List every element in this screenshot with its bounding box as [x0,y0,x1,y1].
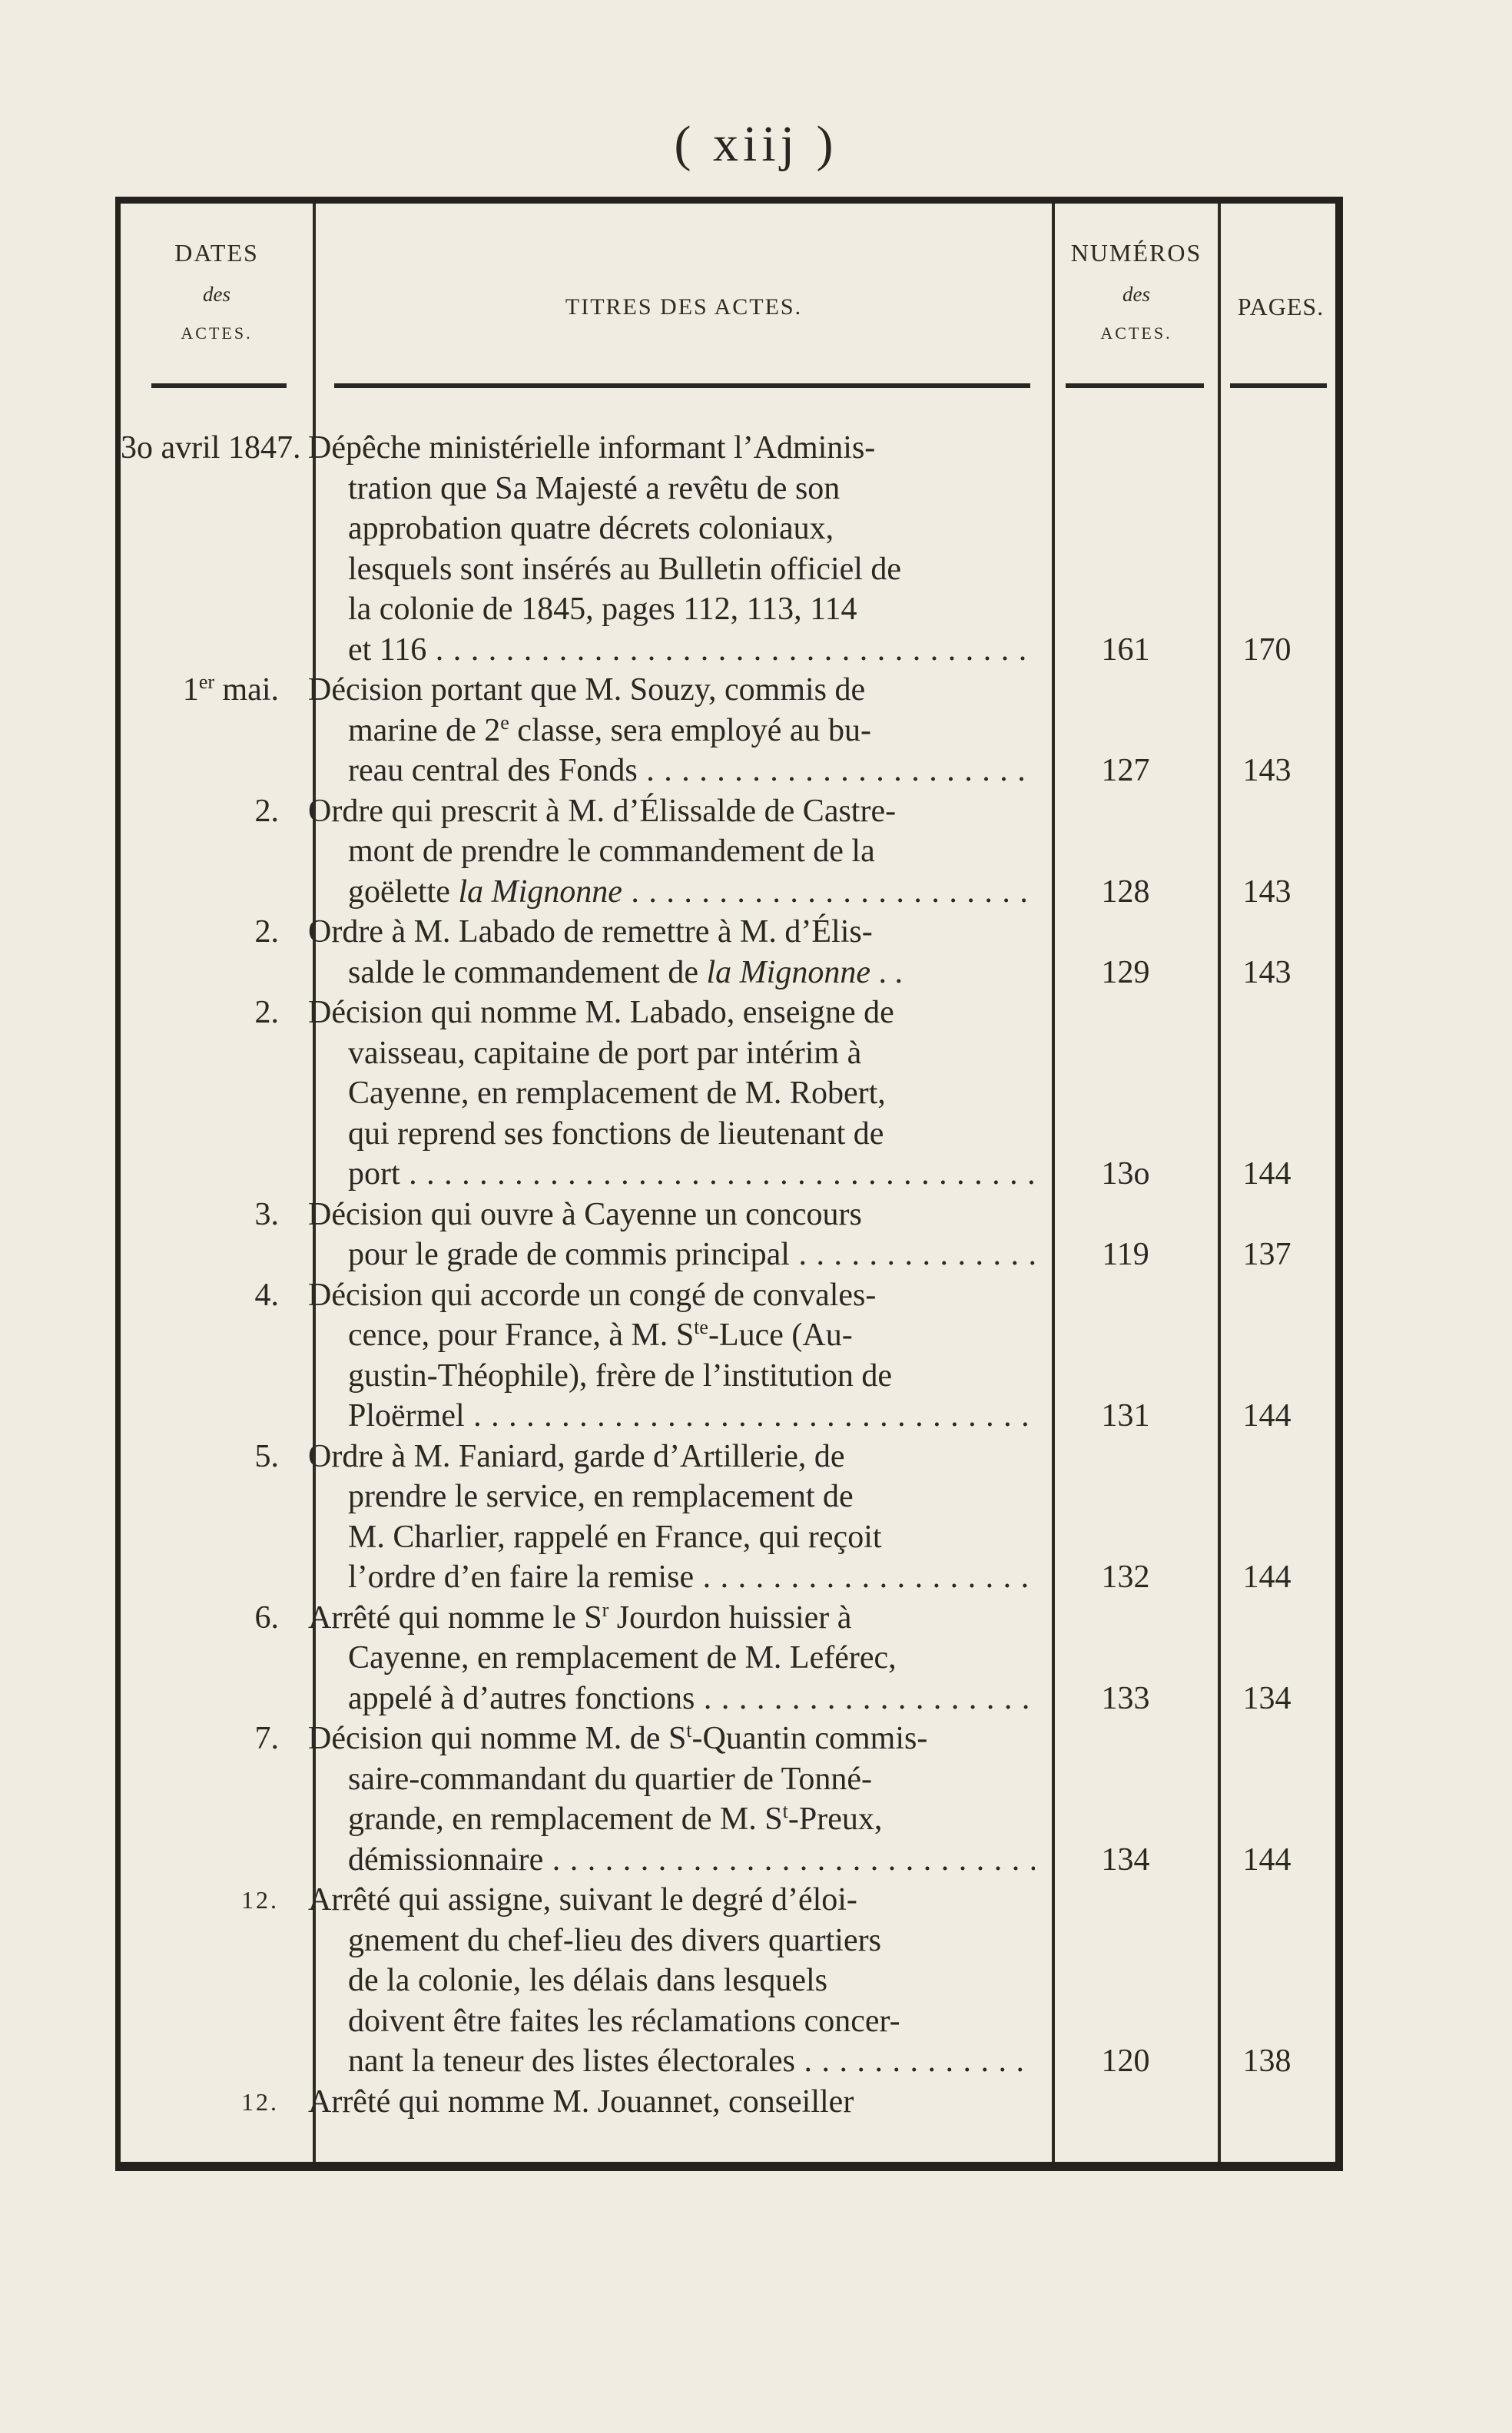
entry-date: 7. [254,1721,279,1756]
header-rule [1230,383,1327,388]
entry-page: 137 [1242,1237,1292,1272]
entry-title-line: gustin-Théophile), frère de l’institution de [348,1357,892,1394]
table-row [121,2082,1341,2123]
entry-title-line: Arrêté qui nomme le $S^r$ Jourdon huissier à [308,1598,852,1636]
table-row [121,428,1341,670]
entry-number: 161 [1101,631,1150,668]
entry-title-line: appelé à d’autres fonctions . . . [308,1679,1035,1719]
entry-number: 120 [1101,2044,1150,2079]
entry-title-line: marine de 2e classe, sera employé au bu- [348,711,871,748]
entry-title-line: Décision qui nomme M. Labado, enseigne de [308,995,894,1030]
entry-number: 13o [1101,1156,1150,1192]
entry-title [308,1598,1044,1719]
entry-title-line: Arrêté qui assigne, suivant le degré d’éloi- [308,1882,857,1918]
entry-title-line: qui reprend ses fonctions de lieutenant de [348,1115,884,1152]
entry-title-line: la colonie de 1845, pages 112, 113, 114 [348,592,857,627]
entry-page: 144 [1242,1156,1292,1192]
header-numeros [1055,231,1218,353]
entry-title-line: et 116 . . . [308,630,1035,671]
table-row [121,1275,1341,1437]
entry-date: 12. [241,2087,279,2116]
entry-title-line: lesquels sont insérés au Bulletin officiel de [348,551,902,587]
table-row [121,1598,1341,1719]
entry-date: 3o avril 1847. [121,430,301,466]
entry-title-line: Décision qui nomme M. de $S^t$-Quantin commis- [308,1719,928,1756]
header-dates-line: des [203,283,230,306]
entry-title-line: pour le grade de commis principal . . . [308,1235,1035,1275]
entry-title [308,670,1044,791]
header-titres: TITRES DES ACTES. [565,294,803,320]
page-header: ( xiij ) [674,116,838,172]
entry-number: 134 [1101,1841,1150,1878]
header-rule [151,383,287,388]
header-numeros-line: des [1122,283,1150,306]
entry-page: 144 [1242,1560,1292,1595]
entry-title-line: démissionnaire . . . [308,1840,1035,1881]
entry-date: 2. [254,793,279,829]
entry-date: 12. [241,1886,279,1914]
entry-title-line: Cayenne, en remplacement de M. Leférec, [348,1640,897,1676]
entry-page: 170 [1242,631,1292,668]
entry-title-line: Ordre à M. Labado de remettre à M. d’Élis- [308,914,873,950]
entry-title [308,428,1044,670]
header-numeros-line: NUMÉROS [1070,239,1202,267]
header-rule [1066,383,1204,388]
entry-title-line: Cayenne, en remplacement de M. Robert, [348,1076,886,1111]
entry-page: 138 [1242,2044,1292,2079]
entry-title-line: tration que Sa Majesté a revêtu de son [348,470,841,506]
entry-title-line: port . . . [308,1154,1035,1195]
entry-title-line: M. Charlier, rappelé en France, qui reçoit [348,1519,882,1555]
entry-title [308,912,1044,993]
entry-title-line: saire-commandant du quartier de Tonné- [348,1761,873,1797]
entry-title [308,1275,1044,1437]
entry-title-line: reau central des Fonds . . . [308,751,1035,791]
acts-table [115,197,1343,2171]
entry-date: 2. [254,995,279,1030]
entry-title-line: Ploërmel . . . [308,1396,1035,1437]
entry-date: 6. [254,1599,279,1636]
table-row [121,791,1341,913]
entry-title-line: salde le commandement de la Mignonne . . [348,954,903,990]
entry-number: 133 [1101,1680,1150,1716]
table-row [121,912,1341,993]
entry-title [308,2082,1044,2123]
entry-title-line: Décision portant que M. Souzy, commis de [308,672,866,708]
entry-title [308,791,1044,913]
entry-title-line: Ordre qui prescrit à M. d’Élissalde de Castre- [308,793,897,829]
entry-page: 143 [1242,753,1292,788]
entry-title [308,993,1044,1195]
table-row [121,670,1341,791]
header-numeros-line: ACTES. [1100,323,1172,343]
entry-title-line: prendre le service, en remplacement de [348,1479,854,1514]
entry-number: 119 [1102,1237,1149,1272]
entry-date: 4. [254,1277,279,1313]
header-rule [334,383,1030,388]
entry-title-line: cence, pour France, à M. $S^{te}$-Luce (Au- [348,1316,853,1353]
entry-title-line: approbation quatre décrets coloniaux, [348,511,834,546]
entry-title-line: doivent être faites les réclamations concer- [348,2003,900,2039]
table-row [121,1437,1341,1598]
entry-page: 134 [1242,1680,1292,1716]
entries-list [121,428,1341,2122]
header-dates-line: ACTES. [181,323,253,343]
entry-title-line: de la colonie, les délais dans lesquels [348,1963,827,1998]
entry-title [308,1195,1044,1275]
entry-date: 3. [254,1196,279,1232]
entry-title-line: Décision qui ouvre à Cayenne un concours [308,1196,862,1232]
table-row [121,1719,1341,1880]
entry-title [308,1880,1044,2082]
entry-number: 131 [1101,1398,1150,1434]
entry-page: 143 [1242,954,1292,990]
table-row [121,1880,1341,2082]
entry-date: 2. [254,914,279,950]
entry-title-line: mont de prendre le commandement de la [348,834,875,869]
entry-title-line: Ordre à M. Faniard, garde d’Artillerie, de [308,1438,845,1474]
entry-page: 144 [1242,1398,1292,1434]
table-row [121,993,1341,1195]
header-dates [121,231,313,353]
entry-date: 1er mai. [182,671,279,708]
entry-date: 5. [254,1438,279,1474]
entry-title [308,1719,1044,1880]
entry-page: 144 [1242,1841,1292,1878]
header-pages: PAGES. [1237,293,1325,320]
entry-title-line: vaisseau, capitaine de port par intérim à [348,1035,862,1071]
entry-title-line: gnement du chef-lieu des divers quartiers [348,1922,881,1958]
header-dates-line: DATES [174,239,259,267]
entry-page: 143 [1242,873,1292,910]
entry-title-line: grande, en remplacement de M. $S^t$-Preux, [348,1800,883,1837]
entry-title-line: Arrêté qui nomme M. Jouannet, conseiller [308,2083,854,2120]
entry-title-line: nant la teneur des listes électorales . . . [308,2041,1035,2082]
entry-title [308,1437,1044,1598]
entry-title-line: Décision qui accorde un congé de convales- [308,1277,877,1313]
entry-number: 132 [1101,1560,1150,1595]
table-row [121,1195,1341,1275]
entry-title-line: goëlette la Mignonne . . . [308,872,1035,913]
entry-title-line: Dépêche ministérielle informant l’Adminis- [308,430,876,466]
entry-number: 128 [1101,873,1150,910]
entry-title-line: l’ordre d’en faire la remise . . . [308,1557,1035,1598]
entry-number: 129 [1101,954,1150,990]
entry-number: 127 [1101,753,1150,788]
